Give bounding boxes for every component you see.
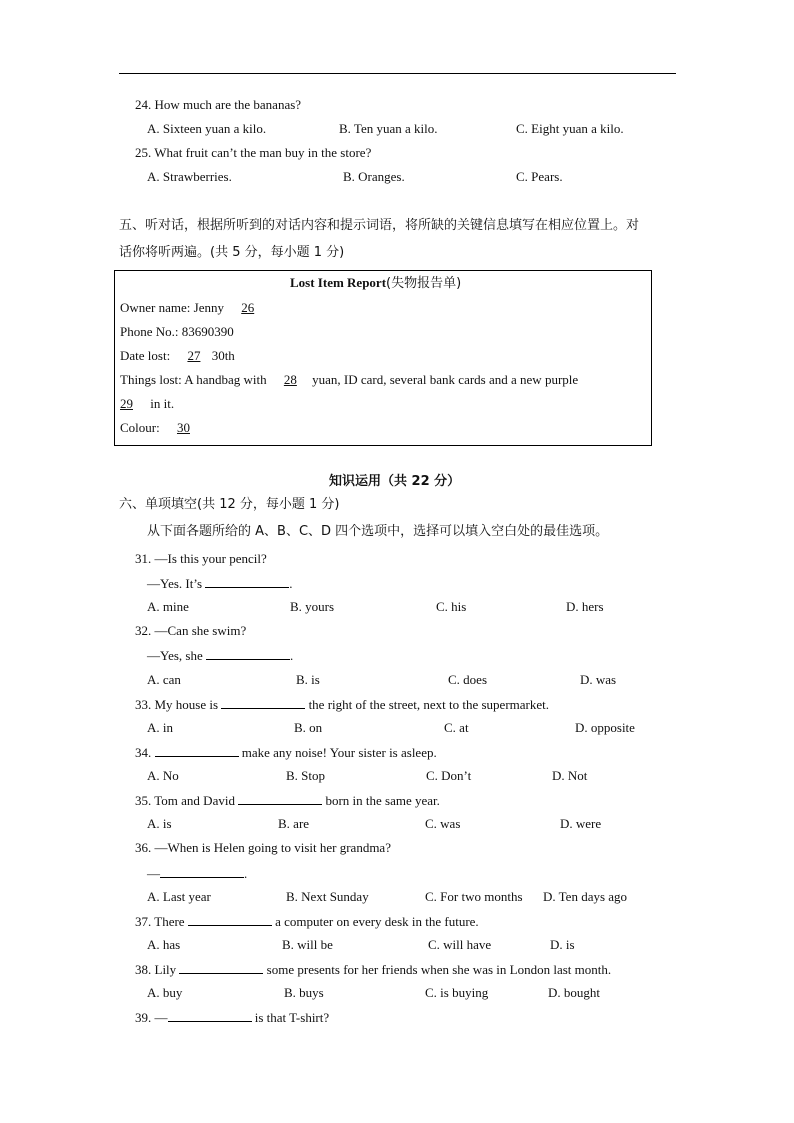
question-39-stem-pre: 39. — [135, 1010, 168, 1025]
question-37-stem [135, 913, 479, 930]
question-34-option-d: D. Not [552, 768, 588, 783]
question-33-blank [221, 696, 305, 709]
report-date-blank: 27 [187, 348, 201, 363]
question-34-stem-pre: 34. [135, 745, 155, 760]
section-5-instruction-line-2: 话你将听两遍。(共 5 分，每小题 1 分) [119, 245, 345, 260]
report-colour-label: Colour: [120, 420, 163, 435]
question-31-answer-line [147, 575, 293, 592]
question-24-stem: 24. How much are the bananas? [135, 97, 302, 112]
question-34-option-c: C. Don’t [426, 768, 472, 783]
question-33-option-b: B. on [294, 720, 323, 735]
report-colour-line [120, 420, 204, 436]
knowledge-section-title: 知识运用（共 22 分） [329, 474, 461, 489]
question-35-stem [135, 792, 440, 809]
question-38-option-b: B. buys [284, 985, 324, 1000]
section-6-instruction: 从下面各题所给的 A、B、C、D 四个选项中，选择可以填入空白处的最佳选项。 [147, 524, 609, 539]
question-33-option-c: C. at [444, 720, 469, 735]
question-37-stem-post: a computer on every desk in the future. [271, 914, 479, 929]
header-rule [119, 73, 676, 74]
report-colour-blank: 30 [176, 420, 190, 435]
question-36-option-b: B. Next Sunday [286, 889, 369, 904]
question-37-option-c: C. will have [428, 937, 492, 952]
question-35-option-a: A. is [147, 816, 172, 831]
report-things-end: in it. [147, 396, 175, 411]
question-32-answer-line [147, 647, 293, 664]
question-24-option-b: B. Ten yuan a kilo. [339, 121, 438, 136]
report-date-suffix: 30th [208, 348, 235, 363]
question-33-stem-pre: 33. My house is [135, 697, 222, 712]
question-32-answer-prefix: —Yes, she [147, 648, 206, 663]
question-36-option-a: A. Last year [147, 889, 211, 904]
question-35-blank [238, 792, 322, 805]
question-31-answer-end: . [289, 576, 293, 591]
question-31-option-c: C. his [436, 599, 467, 614]
question-25-option-a: A. Strawberries. [147, 169, 232, 184]
question-37-option-b: B. will be [282, 937, 333, 952]
question-36-answer-line [147, 865, 247, 882]
question-32-option-d: D. was [580, 672, 617, 687]
report-owner-line [120, 300, 262, 316]
question-39-stem-post: is that T-shirt? [251, 1010, 330, 1025]
report-date-label: Date lost: [120, 348, 174, 363]
report-things-line [120, 372, 578, 388]
question-38-stem [135, 961, 611, 978]
question-33-stem [135, 696, 549, 713]
question-35-option-b: B. are [278, 816, 310, 831]
question-37-option-a: A. has [147, 937, 181, 952]
question-36-option-c: C. For two months [425, 889, 523, 904]
report-things-post: yuan, ID card, several bank cards and a new purple [308, 372, 579, 387]
report-things-line-2 [120, 396, 174, 412]
question-32-blank [206, 647, 290, 660]
question-36-option-d: D. Ten days ago [543, 889, 628, 904]
question-38-option-d: D. bought [548, 985, 600, 1000]
report-owner-blank: 26 [241, 300, 255, 315]
question-25-stem: 25. What fruit can’t the man buy in the store? [135, 145, 372, 160]
section-5-instruction-line-1: 五、听对话，根据所听到的对话内容和提示词语，将所缺的关键信息填写在相应位置上。对 [119, 218, 640, 233]
question-39-blank [168, 1009, 252, 1022]
question-33-option-d: D. opposite [575, 720, 635, 735]
report-title-en: Lost Item Report [290, 275, 387, 290]
question-31-stem: 31. —Is this your pencil? [135, 551, 267, 566]
question-31-option-d: D. hers [566, 599, 604, 614]
question-32-option-a: A. can [147, 672, 181, 687]
question-38-option-a: A. buy [147, 985, 183, 1000]
question-25-option-c: C. Pears. [516, 169, 563, 184]
question-34-stem [135, 744, 437, 761]
report-date-line [120, 348, 235, 364]
question-32-stem: 32. —Can she swim? [135, 623, 247, 638]
question-32-answer-end: . [290, 648, 294, 663]
question-35-option-d: D. were [560, 816, 602, 831]
section-6-title: 六、单项填空(共 12 分，每小题 1 分) [119, 497, 340, 512]
question-38-blank [179, 961, 263, 974]
question-34-option-b: B. Stop [286, 768, 326, 783]
report-things-blank: 28 [283, 372, 297, 387]
question-38-stem-pre: 38. Lily [135, 962, 180, 977]
question-33-option-a: A. in [147, 720, 173, 735]
question-31-blank [205, 575, 289, 588]
question-39-stem [135, 1009, 329, 1026]
question-36-stem: 36. —When is Helen going to visit her grandma? [135, 840, 391, 855]
question-38-option-c: C. is buying [425, 985, 489, 1000]
question-24-option-c: C. Eight yuan a kilo. [516, 121, 624, 136]
question-33-stem-post: the right of the street, next to the supermarket. [305, 697, 549, 712]
question-35-option-c: C. was [425, 816, 461, 831]
question-36-answer-prefix: — [147, 866, 160, 881]
question-31-option-a: A. mine [147, 599, 189, 614]
question-34-stem-post: make any noise! Your sister is asleep. [238, 745, 437, 760]
question-37-stem-pre: 37. There [135, 914, 188, 929]
report-owner-label: Owner name: Jenny [120, 300, 228, 315]
question-32-option-b: B. is [296, 672, 320, 687]
question-34-option-a: A. No [147, 768, 179, 783]
question-32-option-c: C. does [448, 672, 487, 687]
question-38-stem-post: some presents for her friends when she was in London last month. [263, 962, 612, 977]
question-24-option-a: A. Sixteen yuan a kilo. [147, 121, 267, 136]
question-25-option-b: B. Oranges. [343, 169, 405, 184]
report-purse-blank: 29 [120, 396, 133, 411]
question-34-blank [155, 744, 239, 757]
question-31-answer-prefix: —Yes. It’s [147, 576, 206, 591]
question-35-stem-pre: 35. Tom and David [135, 793, 239, 808]
report-title [290, 275, 461, 292]
question-35-stem-post: born in the same year. [322, 793, 440, 808]
report-phone: Phone No.: 83690390 [120, 324, 234, 339]
report-title-cn: (失物报告单) [386, 276, 462, 291]
question-37-blank [188, 913, 272, 926]
question-36-answer-end: . [244, 866, 248, 881]
question-37-option-d: D. is [550, 937, 575, 952]
question-36-blank [160, 865, 244, 878]
report-things-pre: Things lost: A handbag with [120, 372, 270, 387]
question-31-option-b: B. yours [290, 599, 335, 614]
